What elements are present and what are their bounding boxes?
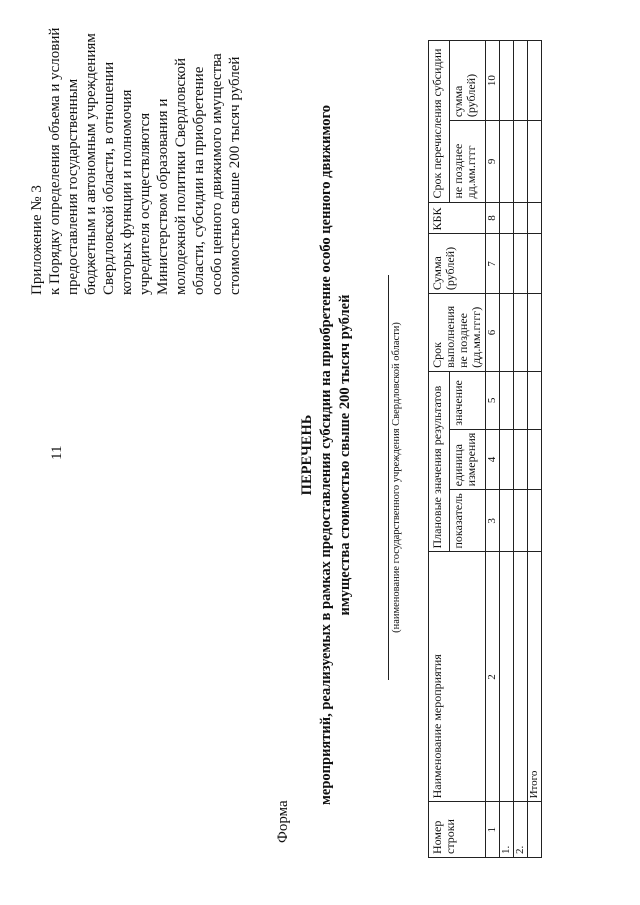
events-table bbox=[428, 40, 542, 858]
appendix-line: бюджетным и автономным учреждениям bbox=[83, 33, 99, 295]
title-heading: ПЕРЕЧЕНЬ bbox=[299, 414, 315, 496]
appendix-line: учредителя осуществляются bbox=[137, 112, 153, 295]
header-event-name: Наименование мероприятия bbox=[429, 552, 486, 802]
column-number: 3 bbox=[486, 490, 500, 552]
row-name-cell bbox=[514, 552, 528, 802]
header-row-number: Номер строки bbox=[429, 802, 486, 858]
institution-caption: (наименование государственного учреждения Свердловской области) bbox=[391, 322, 402, 633]
header-not-later: не позднее дд.мм.гггг bbox=[449, 121, 485, 202]
header-amount: Сумма (рублей) bbox=[429, 234, 486, 294]
header-value: значение bbox=[449, 371, 485, 429]
appendix-line: которых функции и полномочия bbox=[119, 89, 135, 295]
appendix-line: к Порядку определения объема и условий bbox=[47, 27, 63, 295]
column-number: 6 bbox=[486, 294, 500, 372]
column-number: 1 bbox=[486, 802, 500, 858]
header-planned-results: Плановые значения результатов bbox=[429, 371, 450, 552]
title-line-2: имущества стоимостью свыше 200 тысяч рублей bbox=[337, 294, 353, 616]
appendix-line: Приложение № 3 bbox=[29, 185, 45, 295]
header-transfer-period: Срок перечисления субсидии bbox=[429, 41, 450, 203]
table-row bbox=[500, 41, 514, 858]
header-unit: единица измерения bbox=[449, 429, 485, 490]
column-number-row bbox=[486, 41, 500, 858]
institution-fill-line bbox=[388, 275, 389, 680]
table-row bbox=[514, 41, 528, 858]
header-deadline: Срок выполнения не позднее (дд.мм.гггг) bbox=[429, 294, 486, 372]
appendix-line: области, субсидии на приобретение bbox=[191, 66, 207, 295]
row-number-cell: 1. bbox=[500, 802, 514, 858]
title-line-1: мероприятий, реализуемых в рамках предоставления субсидии на приобретение особо ценного движимого bbox=[318, 105, 334, 805]
column-number: 8 bbox=[486, 202, 500, 234]
header-transfer-amount: сумма (рублей) bbox=[449, 41, 485, 121]
column-number: 7 bbox=[486, 234, 500, 294]
column-number: 9 bbox=[486, 121, 500, 202]
appendix-block bbox=[28, 5, 244, 295]
document-title bbox=[298, 45, 355, 865]
total-row bbox=[528, 41, 542, 858]
row-name-cell bbox=[500, 552, 514, 802]
appendix-line: молодежной политики Свердловской bbox=[173, 57, 189, 295]
appendix-line: стоимостью свыше 200 тысяч рублей bbox=[227, 56, 243, 295]
column-number: 5 bbox=[486, 371, 500, 429]
appendix-line: Свердловской области, в отношении bbox=[101, 61, 117, 295]
header-indicator: показатель bbox=[449, 490, 485, 552]
appendix-line: особо ценного движимого имущества bbox=[209, 53, 225, 295]
column-number: 4 bbox=[486, 429, 500, 490]
row-number-cell: 2. bbox=[514, 802, 528, 858]
form-label: Форма bbox=[275, 800, 291, 843]
column-number: 10 bbox=[486, 41, 500, 121]
page-number: 11 bbox=[49, 445, 65, 460]
appendix-line: предоставления государственным bbox=[65, 78, 81, 295]
total-label: Итого bbox=[528, 552, 542, 802]
column-number: 2 bbox=[486, 552, 500, 802]
appendix-line: Министерством образования и bbox=[155, 98, 171, 295]
header-kbk: КБК bbox=[429, 202, 486, 234]
